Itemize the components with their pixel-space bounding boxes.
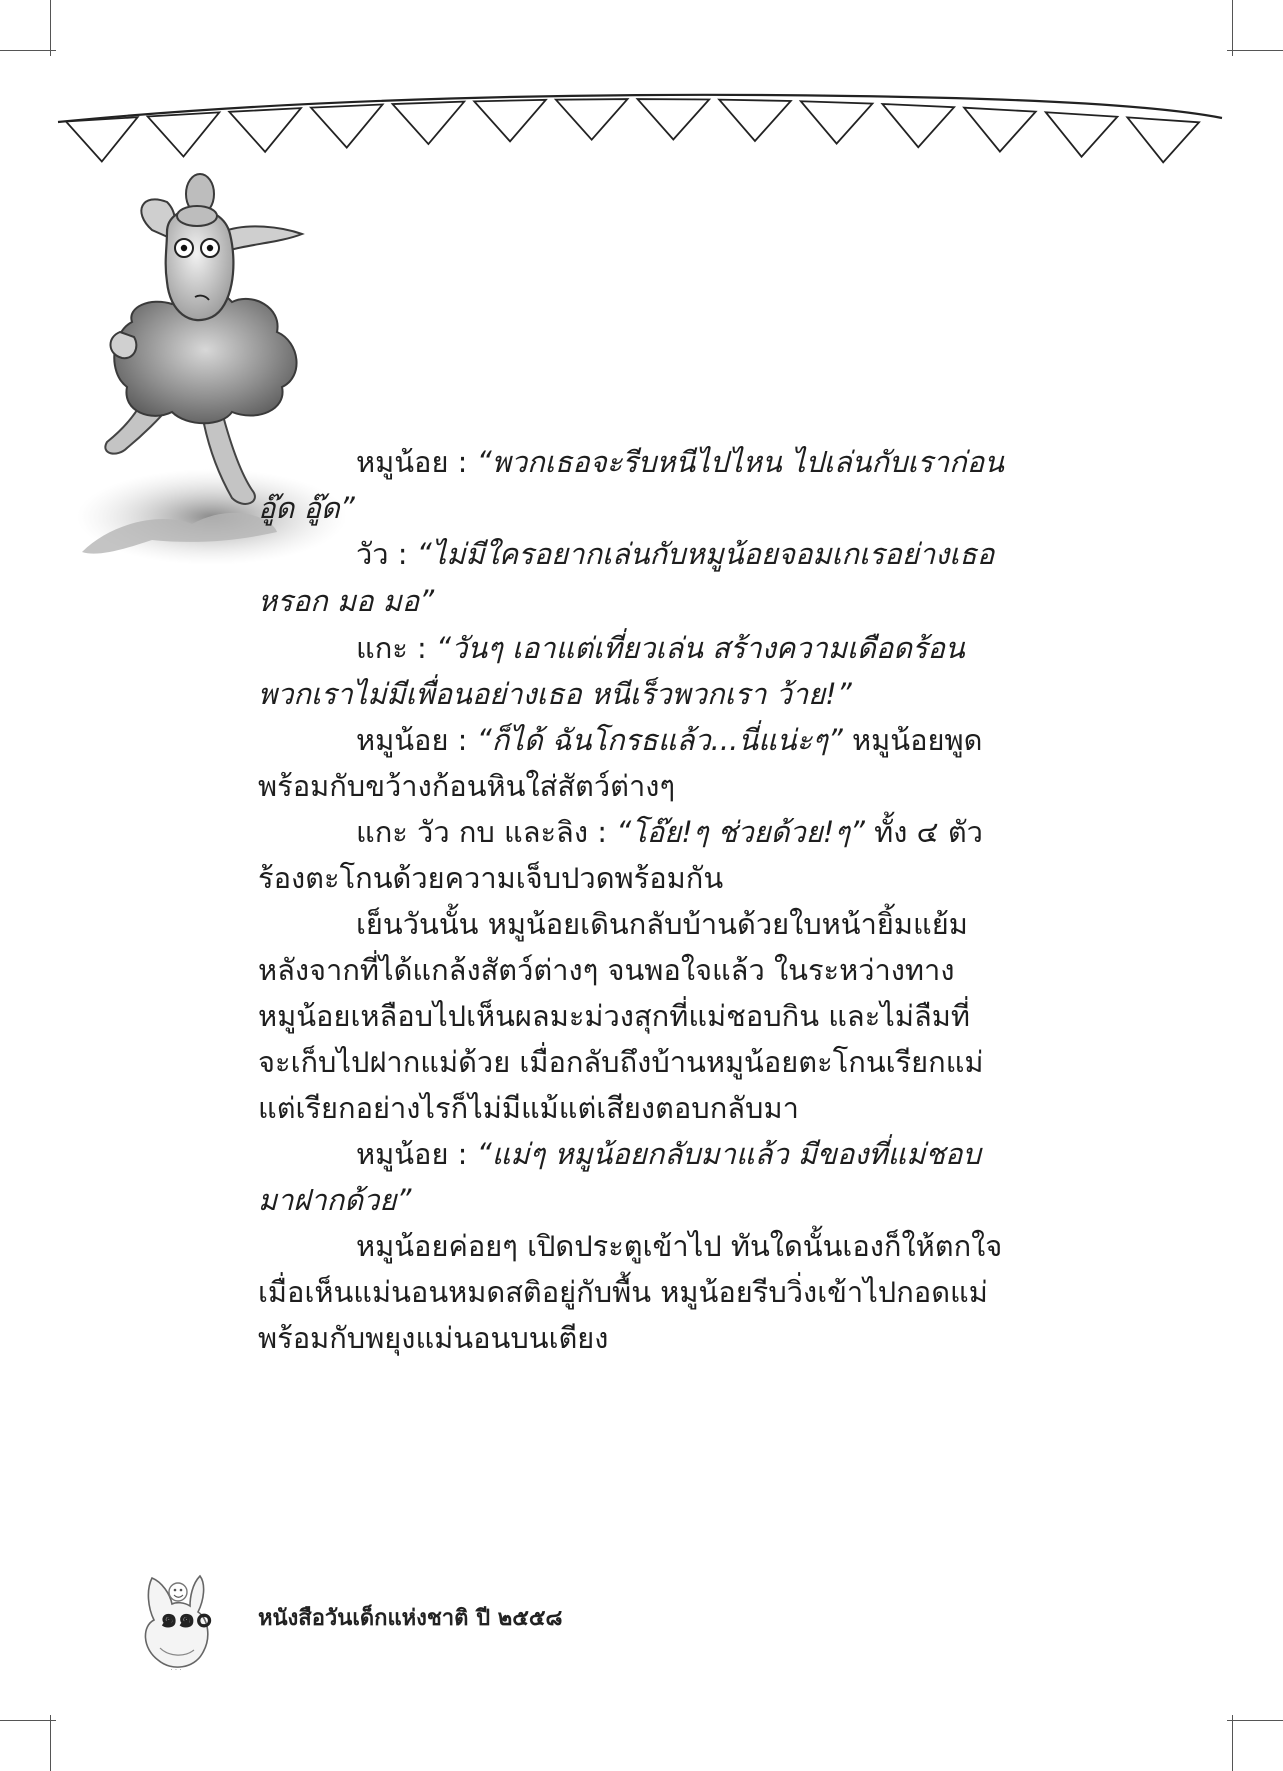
story-line xyxy=(356,622,966,674)
bunting-flag xyxy=(882,104,954,147)
story-line xyxy=(258,760,966,812)
narration-text: เมื่อเห็นแม่นอนหมดสติอยู่กับพื้น หมูน้อยรีบวิ่งเข้าไปกอดแม่ xyxy=(258,1275,988,1309)
dialogue-quote: อู๊ด อู๊ด” xyxy=(258,491,355,525)
narration-text: ทั้ง ๔ ตัว xyxy=(864,815,983,849)
bunting-flag xyxy=(1127,117,1199,162)
speaker-label: แกะ วัว กบ และลิง : xyxy=(356,815,617,849)
speaker-label: หมูน้อย : xyxy=(356,1137,477,1171)
narration-text: พร้อมกับขว้างก้อนหินใส่สัตว์ต่างๆ xyxy=(258,769,676,803)
dialogue-quote: “โอ๊ย!ๆ ช่วยด้วย!ๆ” xyxy=(616,815,865,849)
story-line xyxy=(258,990,970,1042)
story-line xyxy=(356,1128,981,1180)
story-line xyxy=(258,668,966,720)
bunting-flag xyxy=(964,108,1036,152)
bunting-flag xyxy=(393,102,465,144)
story-line xyxy=(356,898,966,950)
story-line xyxy=(356,1220,1003,1272)
crop-mark xyxy=(1232,1715,1233,1771)
dialogue-quote: “ไม่มีใครอยากเล่นกับหมูน้อยจอมเกเรอย่างเธอ xyxy=(416,537,995,571)
story-line xyxy=(356,436,1004,488)
bunting-flag xyxy=(311,104,383,147)
book-title: หนังสือวันเด็กแห่งชาติ ปี ๒๕๕๘ xyxy=(258,1605,563,1631)
narration-text: จะเก็บไปฝากแม่ด้วย เมื่อกลับถึงบ้านหมูน้อยตะโกนเรียกแม่ xyxy=(258,1045,984,1079)
dialogue-quote: หรอก มอ มอ” xyxy=(258,584,435,618)
dialogue-quote: “วันๆ เอาแต่เที่ยวเล่น สร้างความเดือดร้อน xyxy=(436,631,965,665)
bunting-flag xyxy=(1046,112,1118,157)
dialogue-quote: “พวกเธอจะรีบหนีไปไหน ไปเล่นกับเราก่อน xyxy=(476,445,1004,479)
bunting-flag xyxy=(556,99,628,140)
bunting-flags-icon xyxy=(0,0,1283,200)
story-line xyxy=(258,482,966,534)
bunting-flag xyxy=(229,108,301,152)
page-number: ๑๑๐ xyxy=(160,1601,213,1634)
speaker-label: หมูน้อย : xyxy=(356,445,477,479)
story-line xyxy=(258,575,966,627)
bunting-flag xyxy=(148,112,220,156)
story-line xyxy=(258,852,966,904)
story-line xyxy=(258,1082,966,1134)
narration-text: เย็นวันนั้น หมูน้อยเดินกลับบ้านด้วยใบหน้ายิ้มแย้ม xyxy=(356,907,968,941)
crop-mark xyxy=(50,1715,51,1771)
speaker-label: แกะ : xyxy=(356,631,437,665)
bunting-flag xyxy=(801,101,873,143)
story-line xyxy=(258,944,966,996)
story-line xyxy=(356,528,995,580)
story-line xyxy=(258,1266,988,1318)
narration-text: แต่เรียกอย่างไรก็ไม่มีแม้แต่เสียงตอบกลับมา xyxy=(258,1091,799,1125)
svg-text:· · ·: · · · xyxy=(170,1666,182,1674)
dialogue-quote: พวกเราไม่มีเพื่อนอย่างเธอ หนีเร็วพวกเรา ว้าย!” xyxy=(258,677,852,711)
story-line xyxy=(356,714,983,766)
crop-mark xyxy=(1227,1720,1283,1721)
narration-text: หลังจากที่ได้แกล้งสัตว์ต่างๆ จนพอใจแล้ว ในระหว่างทาง xyxy=(258,953,955,987)
narration-text: หมูน้อยพูด xyxy=(842,723,983,757)
narration-text: ร้องตะโกนด้วยความเจ็บปวดพร้อมกัน xyxy=(258,861,724,895)
bunting-flag xyxy=(66,117,138,161)
bunting-flag xyxy=(474,100,546,142)
story-line xyxy=(258,1036,984,1088)
narration-text: พร้อมกับพยุงแม่นอนบนเตียง xyxy=(258,1321,609,1355)
bunting-flag xyxy=(638,99,710,139)
speaker-label: หมูน้อย : xyxy=(356,723,477,757)
dialogue-quote: “ก็ได้ ฉันโกรธแล้ว...นี่แน่ะๆ” xyxy=(476,723,843,757)
bunting-flag xyxy=(719,100,791,141)
story-line xyxy=(258,1174,966,1226)
dialogue-quote: “แม่ๆ หมูน้อยกลับมาแล้ว มีของที่แม่ชอบ xyxy=(476,1137,981,1171)
narration-text: หมูน้อยค่อยๆ เปิดประตูเข้าไป ทันใดนั้นเองก็ให้ตกใจ xyxy=(356,1229,1003,1263)
story-line xyxy=(258,1312,966,1364)
story-line xyxy=(356,806,983,858)
dialogue-quote: มาฝากด้วย” xyxy=(258,1183,412,1217)
speaker-label: วัว : xyxy=(356,537,417,571)
narration-text: หมูน้อยเหลือบไปเห็นผลมะม่วงสุกที่แม่ชอบกิน และไม่ลืมที่ xyxy=(258,999,970,1033)
crop-mark xyxy=(0,1720,56,1721)
